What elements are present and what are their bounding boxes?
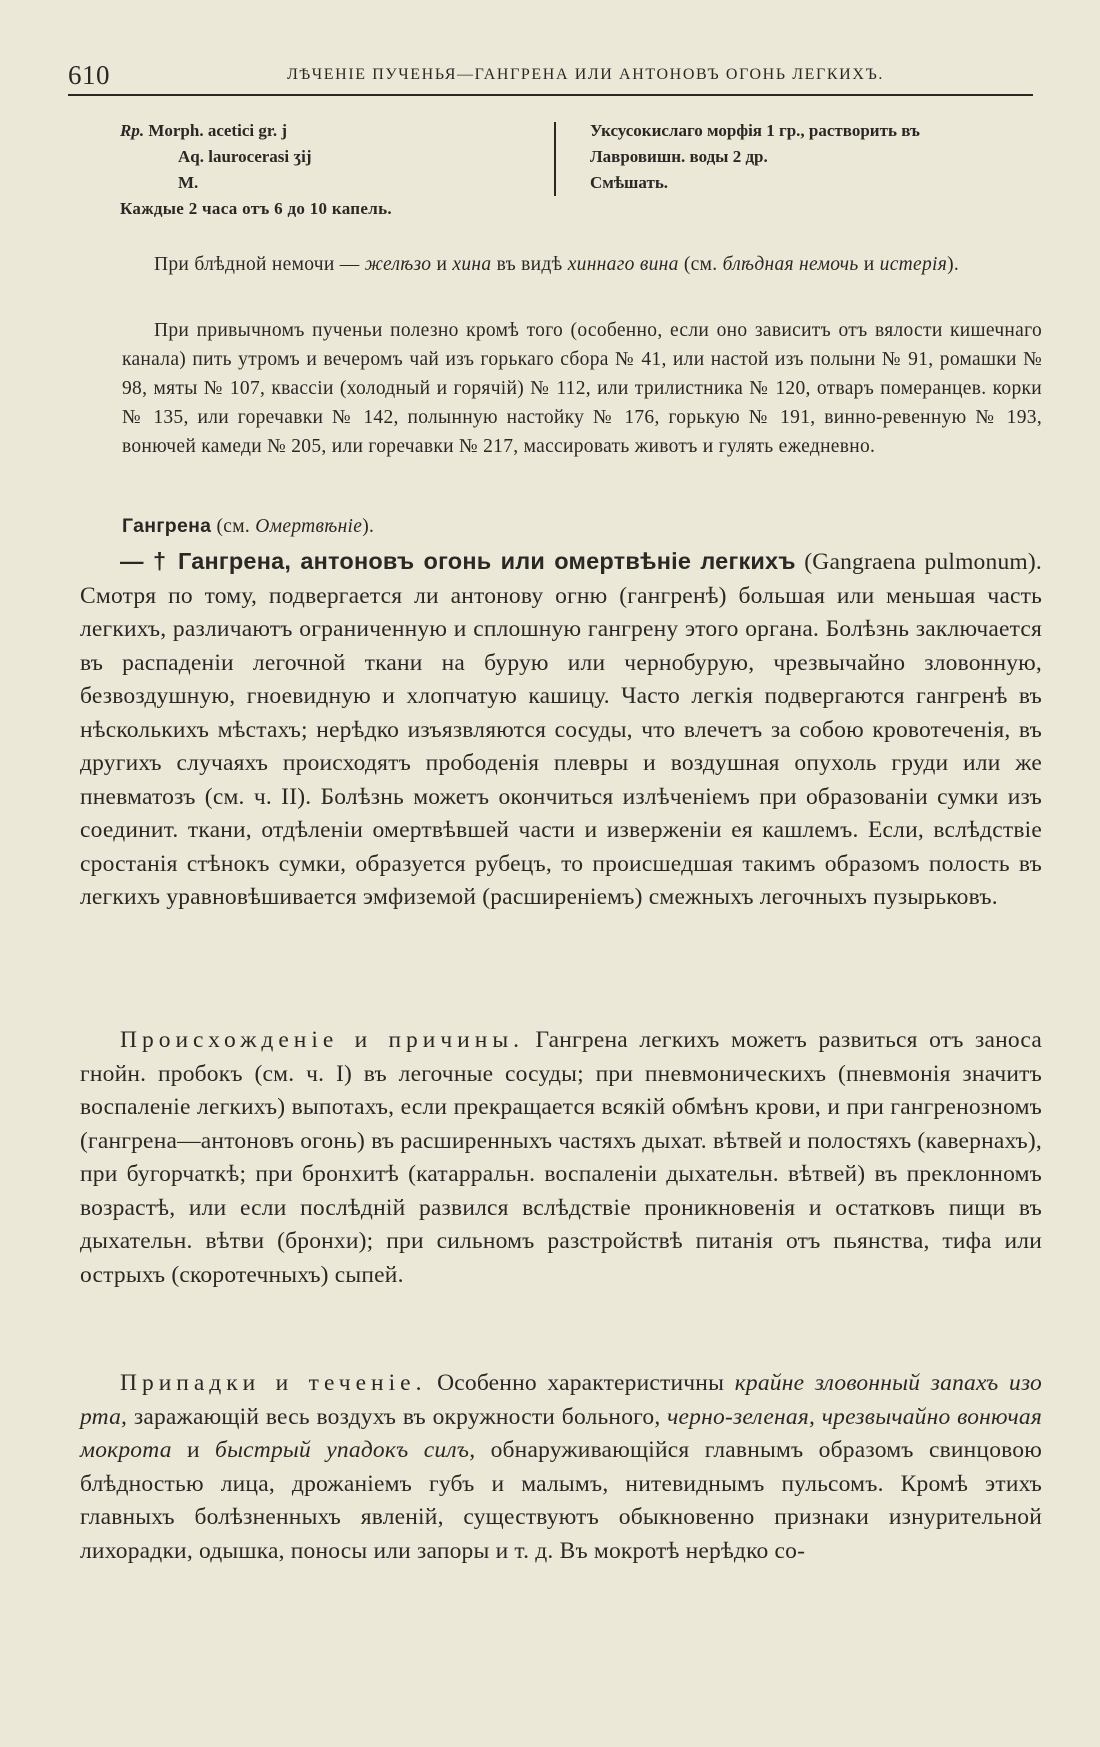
text-run: въ видѣ <box>491 254 568 275</box>
bold-term: Гангрена <box>122 515 212 537</box>
text-run: ). <box>947 254 960 275</box>
text-run: обнаруживающійся главнымъ образомъ свинцовою блѣдностью лица, дрожаніемъ губъ и малымъ, нитевиднымъ пульсомъ. Кромѣ этихъ главныхъ болѣзненныхъ явленій, существуютъ обыкновенно признаки изнурительной лихорадки, одышка, поносы или запоры и т. д. Въ мокротѣ нерѣдко со- <box>80 1437 1042 1564</box>
text-run: (см. <box>211 516 256 537</box>
italic-term: Омертвѣніе <box>255 516 363 537</box>
prescription-line-1 <box>120 118 540 144</box>
italic-term: крайне зловонный запахъ изо рта, <box>80 1370 1043 1430</box>
italic-term: блѣдная немочь <box>722 254 859 275</box>
italic-term: черно-зеленая, чрезвычайно вонючая мокрота <box>80 1403 1042 1463</box>
paragraph-anemia-text <box>122 250 1042 279</box>
text-run: ). <box>362 516 375 537</box>
paragraph-anemia <box>122 250 1042 279</box>
section-heading: — † Гангрена, антоновъ огонь или омертвѣніе легкихъ <box>120 548 796 574</box>
section-lung-gangrene <box>80 545 1042 915</box>
prescription-latin <box>120 118 540 196</box>
rp-mark: Rp. <box>120 121 145 140</box>
prescription-dosage: Каждые 2 часа отъ 6 до 10 капель. <box>120 199 392 218</box>
text-run: При блѣдной немочи — <box>154 254 365 275</box>
page-number: 610 <box>68 60 110 90</box>
prescription-line-3: M. <box>178 173 199 192</box>
prescription-russian <box>590 118 1050 196</box>
prescription-ru-line-1: Уксусокислаго морфія 1 гр., растворить въ <box>590 121 920 140</box>
text-run: и <box>431 254 453 275</box>
section-symptoms <box>80 1367 1042 1568</box>
italic-term: желѣзо <box>364 254 432 275</box>
italic-term: хиннаго вина <box>567 254 679 275</box>
prescription-ru-line-2: Лавровишн. воды 2 др. <box>590 147 768 166</box>
section-symptoms-text <box>80 1367 1042 1568</box>
section-body: Гангрена легкихъ можетъ развиться отъ заноса гнойн. пробокъ (см. ч. I) въ легочные сосуды; при пневмоническихъ (пневмонія значитъ воспаленіе легкихъ) выпотахъ, если прекращается всякій обмѣнъ крови, и при гангренозномъ (гангрена—антоновъ огонь) въ расширенныхъ частяхъ дыхат. вѣтвей и полостяхъ (кавернахъ), при бугорчаткѣ; при бронхитѣ (катарральн. воспаленіи дыхательн. вѣтвей) въ преклонномъ возрастѣ, или если послѣдній развился вслѣдствіе проникновенія и остатковъ пищи въ дыхательн. вѣтви (бронхи); при сильномъ разстройствѣ питанія отъ пьянства, тифа или острыхъ (скоротечныхъ) сыпей. <box>80 1027 1042 1288</box>
prescription-divider <box>554 122 556 196</box>
italic-term: истерія <box>879 254 948 275</box>
text-run: (см. <box>678 254 723 275</box>
gangrene-crossref <box>122 512 1042 541</box>
section-body: (Gangraena pulmonum). Смотря по тому, подвергается ли антонову огню (гангренѣ) большая или меньшая часть легкихъ, различаютъ ограниченную и сплошную гангрену этого органа. Болѣзнь заключается въ распаденіи легочной ткани на бурую или чернобурую, чрезвычайно зловонную, безвоздушную, гноевидную и хлопчатую кашицу. Часто легкія подвергаются гангренѣ въ нѣсколькихъ мѣстахъ; нерѣдко изъязвляются сосуды, что влечетъ за собою кровотеченія, въ другихъ случаяхъ происходятъ прободенія плевры и воздушная опухоль груди или же пневматозъ (см. ч. II). Болѣзнь можетъ окончиться излѣченіемъ при образованіи сумки изъ соединит. ткани, отдѣленіи омертвѣвшей части и изверженіи ея кашлемъ. Если, вслѣдствіе сростанія стѣнокъ сумки, образуется рубецъ, то происшедшая такимъ образомъ полость въ легкихъ уравновѣшивается эмфиземой (расширеніемъ) смежныхъ легочныхъ пузырьковъ. <box>80 549 1042 910</box>
page-header <box>68 60 1033 96</box>
section-origin-causes <box>80 1024 1042 1292</box>
header-rule <box>68 94 1033 96</box>
prescription-drug-1: Morph. acetici gr. j <box>144 121 287 140</box>
paragraph-bloating <box>122 316 1042 461</box>
prescription-line-2: Aq. laurocerasi ʒij <box>178 147 312 166</box>
section-lung-gangrene-text <box>80 545 1042 915</box>
subsection-heading: Припадки и теченіе. <box>120 1370 427 1396</box>
subsection-heading: Происхожденіе и причины. <box>120 1027 524 1053</box>
running-head: ЛѢЧЕНІЕ ПУЧЕНЬЯ—ГАНГРЕНА ИЛИ АНТОНОВЪ ОГОНЬ ЛЕГКИХЪ. <box>287 66 884 83</box>
paragraph-gangrene-ref <box>122 512 1042 541</box>
text-run: заражающій весь воздухъ въ окружности больного, <box>127 1403 668 1430</box>
text-run: Особенно характеристичны <box>426 1370 735 1396</box>
text-run: и <box>858 254 880 275</box>
section-origin-text <box>80 1024 1042 1292</box>
prescription-block <box>120 118 1050 228</box>
text-run: и <box>171 1437 216 1463</box>
italic-term: быстрый упадокъ силъ, <box>215 1437 476 1463</box>
italic-term: хина <box>452 254 492 275</box>
paragraph-bloating-text: При привычномъ пученьи полезно кромѣ того (особенно, если оно зависитъ отъ вялости кишечнаго канала) пить утромъ и вечеромъ чай изъ горькаго сбора № 41, или настой изъ полыни № 91, ромашки № 98, мяты № 107, квассіи (холодный и горячій) № 112, или трилистника № 120, отваръ померанцев. корки № 135, или горечавки № 142, полынную настойку № 176, горькую № 191, винно-ревенную № 193, вонючей камеди № 205, или горечавки № 217, массировать животъ и гулять ежедневно. <box>122 320 1042 457</box>
prescription-ru-line-3: Смѣшать. <box>590 173 669 192</box>
